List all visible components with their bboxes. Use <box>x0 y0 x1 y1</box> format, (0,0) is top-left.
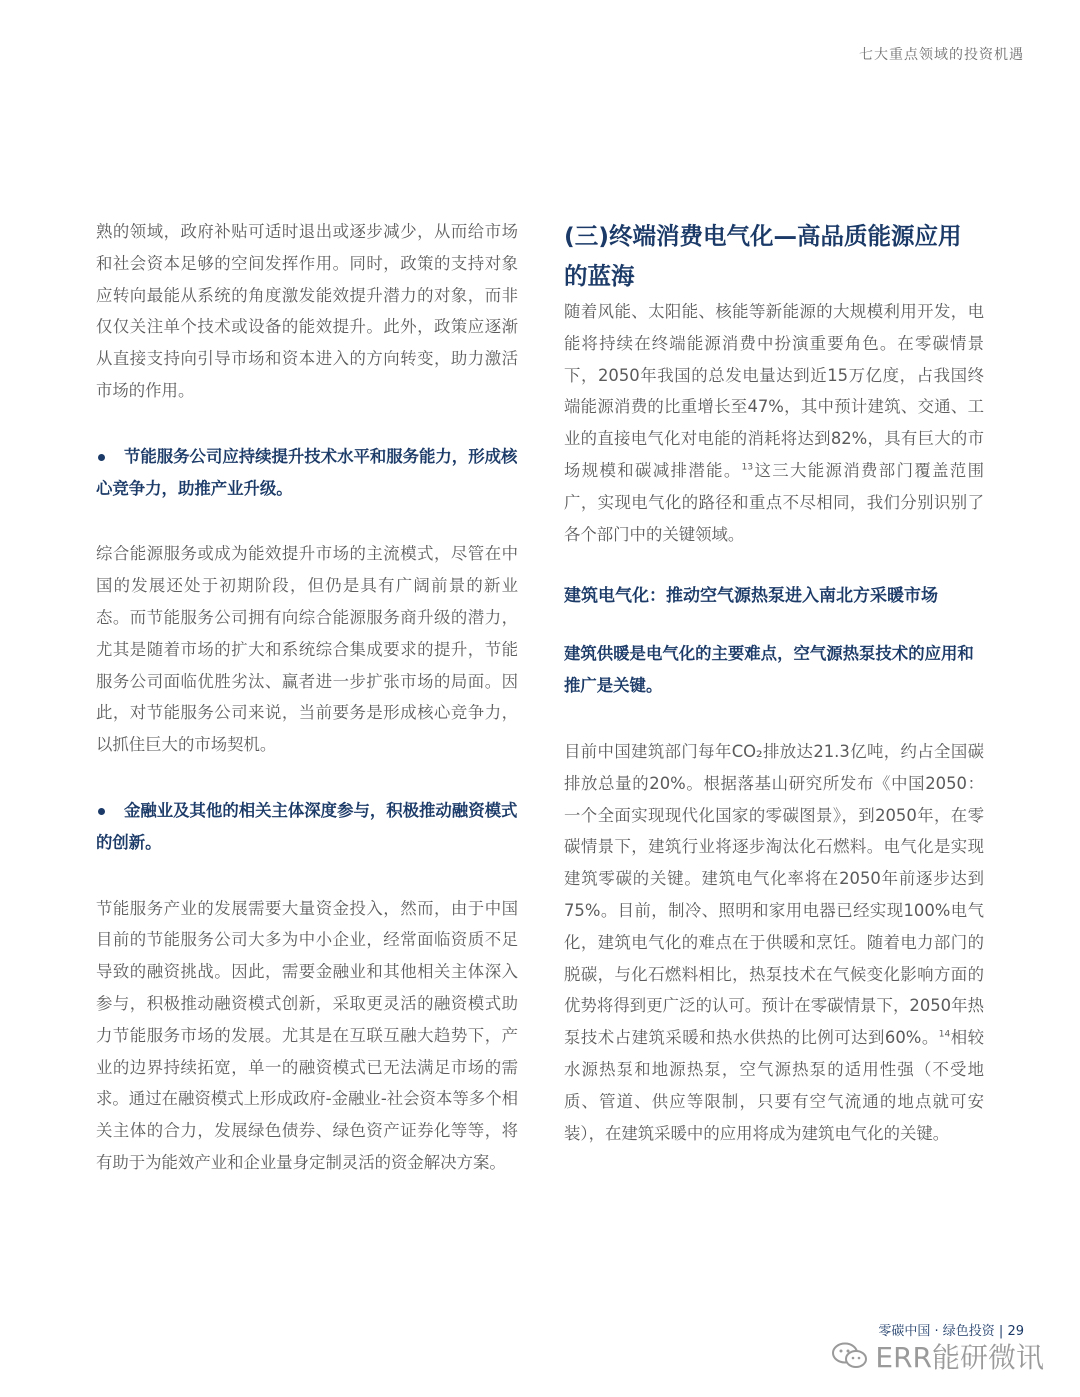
subheading: 建筑电气化：推动空气源热泵进入南北方采暖市场 <box>564 586 938 607</box>
sub-subheading: 建筑供暖是电气化的主要难点，空气源热泵技术的应用和推广是关键。 <box>564 644 974 696</box>
right-column <box>564 216 984 1149</box>
bullet-point <box>96 795 518 859</box>
footnote-ref: 13 <box>741 462 754 473</box>
bullet-text: 节能服务公司应持续提升技术水平和服务能力，形成核心竞争力，助推产业升级。 <box>96 446 518 498</box>
page-footer: 零碳中国 · 绿色投资 | 29 <box>878 1324 1024 1339</box>
watermark-text: ERR能研微讯 <box>875 1341 1044 1374</box>
section-title: (三)终端消费电气化—高品质能源应用的蓝海 <box>564 222 962 290</box>
bullet-point <box>96 441 518 505</box>
footnote-ref: 14 <box>938 1029 951 1040</box>
bullet-text: 金融业及其他的相关主体深度参与，积极推动融资模式的创新。 <box>96 800 518 852</box>
bullet-icon <box>98 454 105 461</box>
section-header: 七大重点领域的投资机遇 <box>859 47 1024 63</box>
paragraph: 熟的领域，政府补贴可适时退出或逐步减少，从而给市场和社会资本足够的空间发挥作用。同时，政策的支持对象应转向最能从系统的角度激发能效提升潜力的对象，而非仅仅关注单个技术或设备的能效提升。此外，政策应逐渐从直接支持向引导市场和资本进入的方向转变，助力激活市场的作用。 <box>96 222 518 400</box>
watermark <box>831 1336 1044 1376</box>
paragraph: 节能服务产业的发展需要大量资金投入，然而，由于中国目前的节能服务公司大多为中小企业，经常面临资质不足导致的融资挑战。因此，需要金融业和其他相关主体深入参与，积极推动融资模式创新，采取更灵活的融资模式助力节能服务市场的发展。尤其是在互联互融大趋势下，产业的边界持续拓宽，单一的融资模式已无法满足市场的需求。通过在融资模式上形成政府-金融业-社会资本等多个相关主体的合力，发展绿色债券、绿色资产证券化等等，将有助于为能效产业和企业量身定制灵活的资金解决方案。 <box>96 898 518 1172</box>
paragraph: 目前中国建筑部门每年CO₂排放达21.3亿吨，约占全国碳排放总量的20%。根据落基山研究所发布《中国2050：一个全面实现现代化国家的零碳图景》，到2050年，在零碳情景下，建筑行业将逐步淘汰化石燃料。电气化是实现建筑零碳的关键。建筑电气化率将在2050年前逐步达到75%。目前，制冷、照明和家用电器已经实现100%电气化，建筑电气化的难点在于供暖和烹饪。随着电力部门的脱碳，与化石燃料相比，热泵技术在气候变化影响方面的优势将得到更广泛的认可。预计在零碳情景下，2050年热泵技术占建筑采暖和热水供热的比例可达到60%。$^{14}$相较水源热泵和地源热泵，空气源热泵的适用性强（不受地质、管道、供应等限制，只要有空气流通的地点就可安装），在建筑采暖中的应用将成为建筑电气化的关键。 <box>564 741 985 1143</box>
paragraph: 综合能源服务或成为能效提升市场的主流模式，尽管在中国的发展还处于初期阶段，但仍是具有广阔前景的新业态。而节能服务公司拥有向综合能源服务商升级的潜力，尤其是随着市场的扩大和系统综合集成要求的提升，节能服务公司面临优胜劣汰、赢者进一步扩张市场的局面。因此，对节能服务公司来说，当前要务是形成核心竞争力，以抓住巨大的市场契机。 <box>96 544 518 755</box>
bullet-icon <box>98 808 105 815</box>
left-column <box>96 216 518 1179</box>
paragraph: 随着风能、太阳能、核能等新能源的大规模利用开发，电能将持续在终端能源消费中扮演重要角色。在零碳情景下，2050年我国的总发电量达到近15万亿度，占我国终端能源消费的比重增长至47%，其中预计建筑、交通、工业的直接电气化对电能的消耗将达到82%，具有巨大的市场规模和碳减排潜能。$^{13}$这三大能源消费部门覆盖范围广，实现电气化的路径和重点不尽相同，我们分别识别了各个部门中的关键领域。 <box>564 302 985 544</box>
wechat-icon <box>831 1341 869 1371</box>
